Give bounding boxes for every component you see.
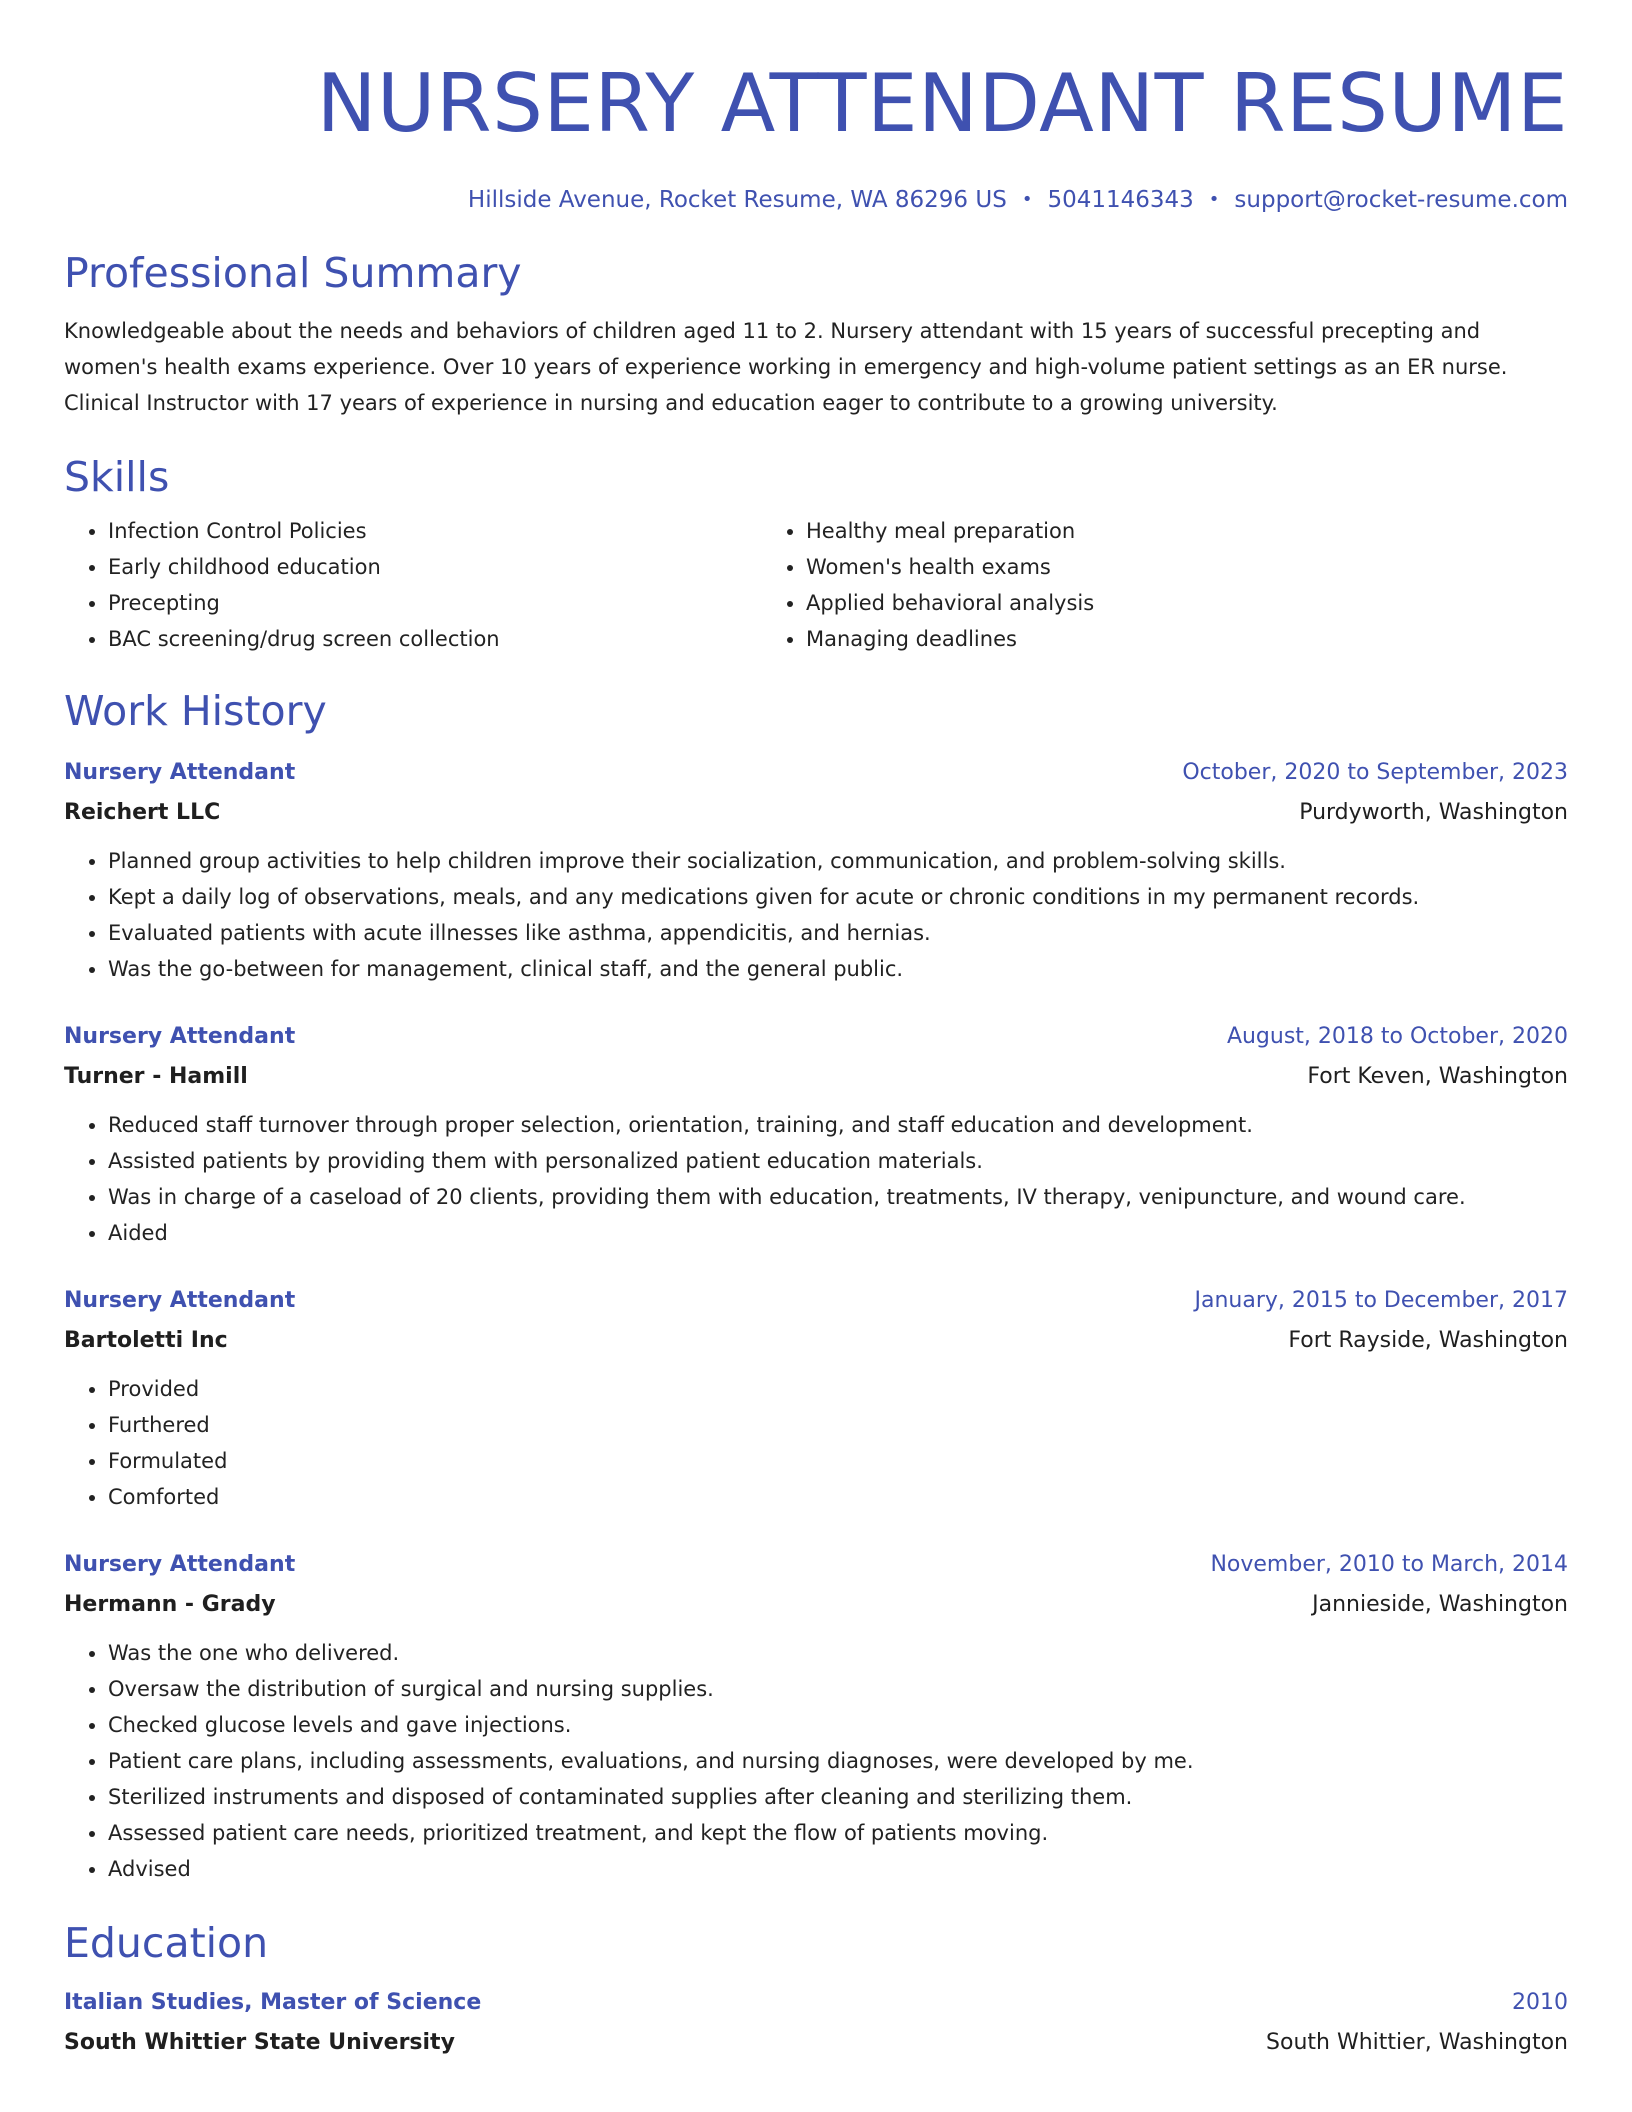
education-degree: Italian Studies, Master of Science — [64, 1990, 482, 2015]
job-entry — [64, 1019, 1568, 1251]
job-duty: • Checked glucose levels and gave injections. — [108, 1707, 1568, 1743]
job-duty: • Evaluated patients with acute illnesses like asthma, appendicitis, and hernias. — [108, 915, 1568, 951]
job-location: Fort Rayside, Washington — [1288, 1328, 1568, 1353]
skill-item: • BAC screening/drug screen collection — [108, 621, 762, 657]
contact-separator: • — [1021, 189, 1033, 210]
education-heading: Education — [64, 1919, 269, 1967]
job-dates: January, 2015 to December, 2017 — [1194, 1288, 1568, 1313]
job-duty: • Advised — [108, 1851, 1568, 1887]
job-duty: • Reduced staff turnover through proper selection, orientation, training, and staff education and development. — [108, 1107, 1568, 1143]
job-duty: • Comforted — [108, 1479, 1568, 1515]
job-duty: • Provided — [108, 1371, 1568, 1407]
education-entry — [64, 1985, 1568, 2061]
skill-item: • Precepting — [108, 585, 762, 621]
job-duties — [64, 1107, 1568, 1251]
job-duty: • Furthered — [108, 1407, 1568, 1443]
skill-item: • Healthy meal preparation — [806, 513, 1568, 549]
resume-page — [64, 0, 1568, 2061]
job-duty: • Aided — [108, 1215, 1568, 1251]
job-duties — [64, 1635, 1568, 1887]
job-dates: November, 2010 to March, 2014 — [1210, 1552, 1568, 1577]
job-duties — [64, 843, 1568, 987]
summary-heading: Professional Summary — [64, 249, 522, 297]
job-location: Purdyworth, Washington — [1299, 800, 1568, 825]
education-location: South Whittier, Washington — [1266, 2030, 1568, 2055]
job-duty: • Assisted patients by providing them with personalized patient education materials. — [108, 1143, 1568, 1179]
job-duty: • Patient care plans, including assessments, evaluations, and nursing diagnoses, were developed by me. — [108, 1743, 1568, 1779]
contact-separator: • — [1208, 189, 1220, 210]
job-duty: • Was the go-between for management, clinical staff, and the general public. — [108, 951, 1568, 987]
work-history-heading: Work History — [64, 687, 327, 735]
job-entry — [64, 1283, 1568, 1515]
job-dates: August, 2018 to October, 2020 — [1226, 1024, 1568, 1049]
job-duty: • Kept a daily log of observations, meals, and any medications given for acute or chronic conditions in my permanent records. — [108, 879, 1568, 915]
job-location: Jannieside, Washington — [1312, 1592, 1568, 1617]
skills-column-right — [762, 513, 1568, 657]
job-title: Nursery Attendant — [64, 1024, 296, 1049]
skills-heading: Skills — [64, 453, 170, 501]
job-duty: • Assessed patient care needs, prioritized treatment, and kept the flow of patients moving. — [108, 1815, 1568, 1851]
skills-list — [64, 513, 1568, 657]
skills-column-left — [64, 513, 762, 657]
contact-address: Hillside Avenue, Rocket Resume, WA 86296 US — [467, 187, 1007, 213]
education-school: South Whittier State University — [64, 2030, 455, 2055]
job-duty: • Sterilized instruments and disposed of contaminated supplies after cleaning and sterilizing them. — [108, 1779, 1568, 1815]
job-title: Nursery Attendant — [64, 1288, 296, 1313]
job-location: Fort Keven, Washington — [1307, 1064, 1568, 1089]
job-duties — [64, 1371, 1568, 1515]
contact-email[interactable]: support@rocket-resume.com — [1234, 187, 1568, 213]
skill-item: • Applied behavioral analysis — [806, 585, 1568, 621]
skill-item: • Early childhood education — [108, 549, 762, 585]
education-year: 2010 — [1512, 1990, 1568, 2015]
contact-line — [64, 184, 1568, 216]
summary-text: Knowledgeable about the needs and behaviors of children aged 11 to 2. Nursery attendant with 15 years of successful precepting and women's health exams experience. Over 10 years of experience working in emergency and high-volume patient settings as an ER nurse. Clinical Instructor with 17 years of experience in nursing and education eager to contribute to a growing university. — [64, 319, 1508, 415]
job-duty: • Was in charge of a caseload of 20 clients, providing them with education, treatments, IV therapy, venipuncture, and wound care. — [108, 1179, 1568, 1215]
job-duty: • Oversaw the distribution of surgical and nursing supplies. — [108, 1671, 1568, 1707]
contact-phone: 5041146343 — [1047, 187, 1194, 213]
job-entry — [64, 755, 1568, 987]
resume-title: NURSERY ATTENDANT RESUME — [316, 57, 1568, 150]
skill-item: • Women's health exams — [806, 549, 1568, 585]
job-title: Nursery Attendant — [64, 1552, 296, 1577]
job-duty: • Planned group activities to help children improve their socialization, communication, and problem-solving skills. — [108, 843, 1568, 879]
job-duty: • Was the one who delivered. — [108, 1635, 1568, 1671]
job-entry — [64, 1547, 1568, 1887]
job-company: Reichert LLC — [64, 800, 221, 825]
job-dates: October, 2020 to September, 2023 — [1182, 760, 1568, 785]
job-company: Bartoletti Inc — [64, 1328, 228, 1353]
skill-item: • Infection Control Policies — [108, 513, 762, 549]
job-duty: • Formulated — [108, 1443, 1568, 1479]
job-company: Hermann - Grady — [64, 1592, 276, 1617]
job-company: Turner - Hamill — [64, 1064, 248, 1089]
job-title: Nursery Attendant — [64, 760, 296, 785]
skill-item: • Managing deadlines — [806, 621, 1568, 657]
